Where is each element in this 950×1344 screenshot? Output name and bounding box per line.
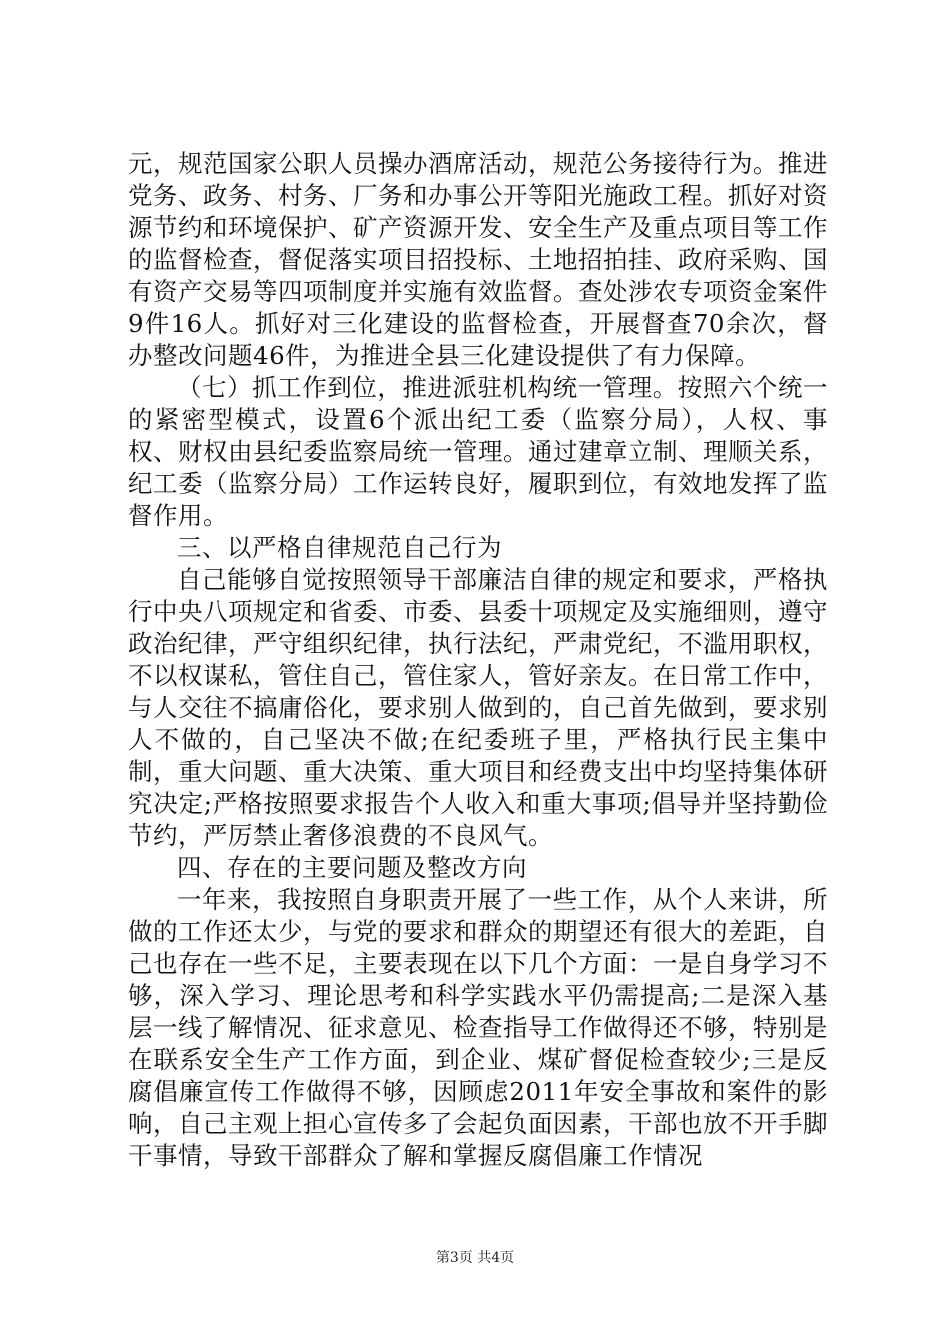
heading-section-4: 四、存在的主要问题及整改方向 (177, 853, 527, 882)
paragraph-section-7: （七）抓工作到位，推进派驻机构统一管理。按照六个统一的紧密型模式，设置6个派出纪工委（监察分局），人权、事权、财权由县纪委监察局统一管理。通过建章立制、理顺关系，纪工委（监察分局）工作运转良好，履职到位，有效地发挥了监督作用。 (128, 373, 828, 530)
document-body (128, 148, 828, 1172)
paragraph-continuation: 元，规范国家公职人员操办酒席活动，规范公务接待行为。推进党务、政务、村务、厂务和办事公开等阳光施政工程。抓好对资源节约和环境保护、矿产资源开发、安全生产及重点项目等工作的监督检查，督促落实项目招投标、土地招拍挂、政府采购、国有资产交易等四项制度并实施有效监督。查处涉农专项资金案件9件16人。抓好对三化建设的监督检查，开展督查70余次，督办整改问题46件，为推进全县三化建设提供了有力保障。 (128, 149, 828, 370)
heading-section-3: 三、以严格自律规范自己行为 (177, 533, 502, 562)
paragraph-problems: 一年来，我按照自身职责开展了一些工作，从个人来讲，所做的工作还太少，与党的要求和群众的期望还有很大的差距，自己也存在一些不足，主要表现在以下几个方面：一是自身学习不够，深入学习、理论思考和科学实践水平仍需提高;二是深入基层一线了解情况、征求意见、检查指导工作做得还不够，特别是在联系安全生产工作方面，到企业、煤矿督促检查较少;三是反腐倡廉宣传工作做得不够，因顾虑2011年安全事故和案件的影响，自己主观上担心宣传多了会起负面因素，干部也放不开手脚干事情，导致干部群众了解和掌握反腐倡廉工作情况 (128, 885, 828, 1170)
page-number-footer: 第3页 共4页 (435, 1250, 515, 1266)
paragraph-self-discipline: 自己能够自觉按照领导干部廉洁自律的规定和要求，严格执行中央八项规定和省委、市委、县委十项规定及实施细则，遵守政治纪律，严守组织纪律，执行法纪，严肃党纪，不滥用职权，不以权谋私，管住自己，管住家人，管好亲友。在日常工作中，与人交往不搞庸俗化，要求别人做到的，自己首先做到，要求别人不做的，自己坚决不做;在纪委班子里，严格执行民主集中制，重大问题、重大决策、重大项目和经费支出中均坚持集体研究决定;严格按照要求报告个人收入和重大事项;倡导并坚持勤俭节约，严厉禁止奢侈浪费的不良风气。 (128, 565, 828, 850)
